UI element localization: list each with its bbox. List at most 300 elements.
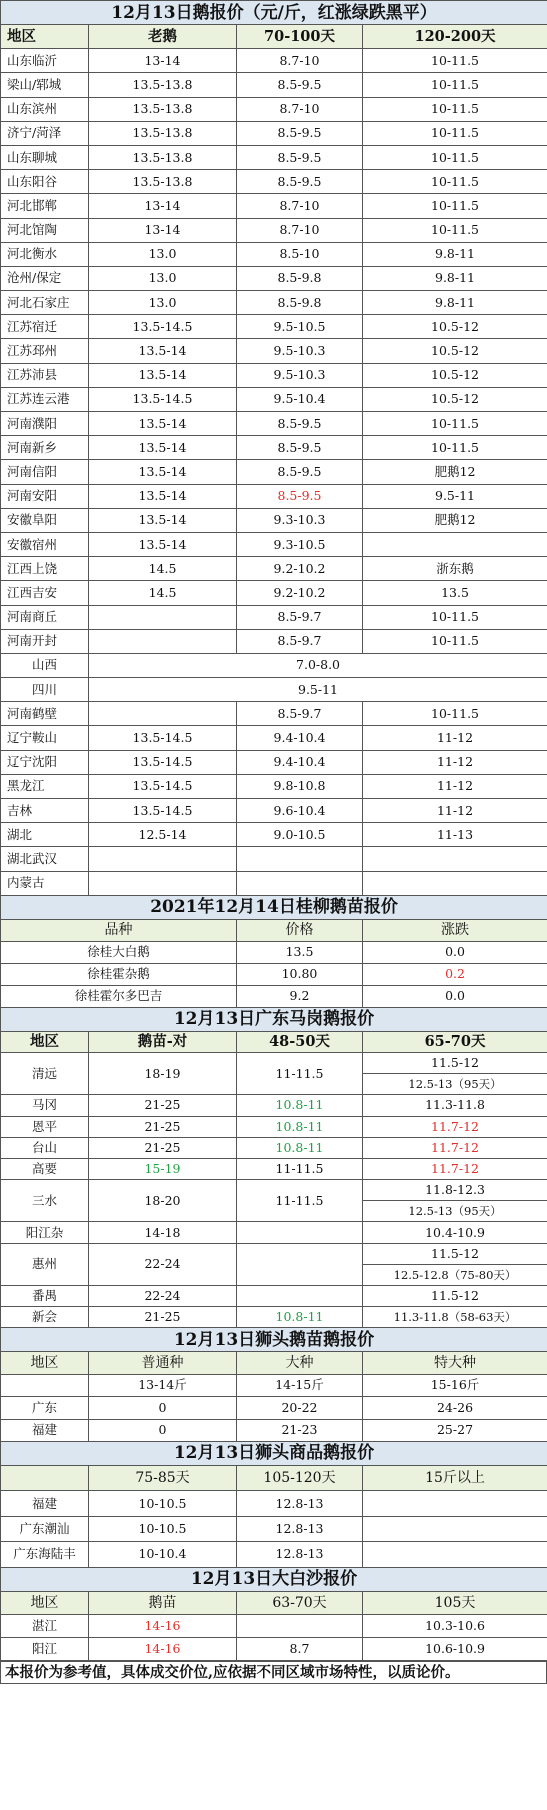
price-cell: 8.5-9.5 — [237, 436, 363, 460]
price-cell: 14-16 — [89, 1614, 237, 1637]
price-cell: 13.0 — [89, 242, 237, 266]
table-row — [1, 242, 547, 266]
price-cell: 9.4-10.4 — [237, 726, 363, 750]
price-cell: 肥鹅12 — [363, 508, 547, 532]
price-cell: 22-24 — [89, 1243, 237, 1285]
price-cell: 10-11.5 — [363, 121, 547, 145]
price-cell: 13.5-14.5 — [89, 726, 237, 750]
column-header: 105天 — [363, 1591, 547, 1614]
column-header: 63-70天 — [237, 1591, 363, 1614]
price-cell: 13.5-14 — [89, 339, 237, 363]
price-cell: 9.0-10.5 — [237, 823, 363, 847]
region-cell: 河北衡水 — [1, 242, 89, 266]
price-cell: 11.5-12 — [363, 1286, 547, 1307]
price-cell: 0 — [89, 1419, 237, 1441]
table-row — [1, 1052, 547, 1073]
price-cell: 13.5-13.8 — [89, 121, 237, 145]
price-cell: 25-27 — [363, 1419, 547, 1441]
table-row — [1, 919, 547, 941]
price-cell: 13.5-14 — [89, 412, 237, 436]
section-title: 12月13日广东马岗鹅报价 — [1, 1007, 547, 1031]
region-cell: 番禺 — [1, 1286, 89, 1307]
variety-cell: 徐桂大白鹅 — [1, 941, 237, 963]
price-cell: 10.8-11 — [237, 1095, 363, 1116]
table-row — [1, 121, 547, 145]
price-cell: 14-15斤 — [237, 1374, 363, 1396]
price-cell: 11-11.5 — [237, 1180, 363, 1222]
price-cell: 13.5 — [363, 581, 547, 605]
region-cell: 山东聊城 — [1, 145, 89, 169]
price-cell: 13.0 — [89, 291, 237, 315]
price-cell: 11-12 — [363, 799, 547, 823]
price-cell: 22-24 — [89, 1286, 237, 1307]
region-cell: 广东海陆丰 — [1, 1542, 89, 1567]
change-cell: 0.2 — [363, 963, 547, 985]
price-cell: 11.7-12 — [363, 1116, 547, 1137]
column-header: 48-50天 — [237, 1031, 363, 1052]
column-header: 特大种 — [363, 1352, 547, 1374]
price-cell: 21-25 — [89, 1307, 237, 1328]
price-cell: 13.5-14.5 — [89, 387, 237, 411]
price-cell — [363, 532, 547, 556]
price-cell: 10-11.5 — [363, 49, 547, 73]
region-cell: 辽宁鞍山 — [1, 726, 89, 750]
table-row — [1, 363, 547, 387]
price-cell: 13.5-14 — [89, 532, 237, 556]
price-cell: 10.3-10.6 — [363, 1614, 547, 1637]
region-cell: 湛江 — [1, 1614, 89, 1637]
table-row — [1, 218, 547, 242]
price-cell — [237, 1614, 363, 1637]
price-cell: 10.8-11 — [237, 1307, 363, 1328]
table-row — [1, 1567, 547, 1591]
section-title: 12月13日鹅报价（元/斤，红涨绿跌黑平） — [1, 1, 547, 25]
price-cell: 10.8-11 — [237, 1137, 363, 1158]
price-cell: 9.5-10.4 — [237, 387, 363, 411]
region-cell: 河南鹤壁 — [1, 702, 89, 726]
price-cell: 9.5-10.5 — [237, 315, 363, 339]
price-cell: 12.5-12.8（75-80天） — [363, 1264, 547, 1285]
price-cell: 9.3-10.5 — [237, 532, 363, 556]
price-cell: 20-22 — [237, 1397, 363, 1419]
price-cell — [363, 871, 547, 895]
price-cell — [363, 1542, 547, 1567]
column-header: 老鹅 — [89, 25, 237, 49]
table-row — [1, 145, 547, 169]
price-cell: 9.8-11 — [363, 291, 547, 315]
price-cell: 10-11.5 — [363, 702, 547, 726]
price-cell: 13.5-14 — [89, 508, 237, 532]
column-header: 15斤以上 — [363, 1465, 547, 1490]
table-row — [1, 985, 547, 1007]
price-cell: 13.5-13.8 — [89, 170, 237, 194]
price-cell: 11.7-12 — [363, 1158, 547, 1179]
table-row — [1, 871, 547, 895]
table-row — [1, 581, 547, 605]
table-row — [1, 1419, 547, 1441]
region-cell: 四川 — [1, 678, 89, 702]
price-cell: 10.80 — [237, 963, 363, 985]
price-cell: 24-26 — [363, 1397, 547, 1419]
price-cell: 13-14 — [89, 218, 237, 242]
region-cell: 河南濮阳 — [1, 412, 89, 436]
table-row — [1, 1, 547, 25]
price-cell: 13.0 — [89, 266, 237, 290]
table-row — [1, 1491, 547, 1516]
column-header: 75-85天 — [89, 1465, 237, 1490]
column-header: 大种 — [237, 1352, 363, 1374]
region-cell: 河北邯郸 — [1, 194, 89, 218]
region-cell: 福建 — [1, 1491, 89, 1516]
price-cell: 8.5-9.5 — [237, 73, 363, 97]
price-cell: 10-11.5 — [363, 605, 547, 629]
price-cell: 8.5-9.7 — [237, 629, 363, 653]
table-row — [1, 653, 547, 677]
price-cell: 8.5-9.5 — [237, 170, 363, 194]
table-row — [1, 895, 547, 919]
table-row — [1, 774, 547, 798]
price-cell: 13.5-14.5 — [89, 774, 237, 798]
region-cell: 梁山/郓城 — [1, 73, 89, 97]
table-row — [1, 532, 547, 556]
region-cell: 辽宁沈阳 — [1, 750, 89, 774]
price-cell: 14-16 — [89, 1638, 237, 1661]
region-cell: 广东潮汕 — [1, 1516, 89, 1541]
price-cell: 11-12 — [363, 726, 547, 750]
price-cell: 10.5-12 — [363, 363, 547, 387]
price-cell: 12.5-14 — [89, 823, 237, 847]
price-cell: 18-19 — [89, 1052, 237, 1094]
region-cell: 安徽阜阳 — [1, 508, 89, 532]
price-cell: 10-11.5 — [363, 412, 547, 436]
price-cell: 13.5-14 — [89, 460, 237, 484]
table-row — [1, 1614, 547, 1637]
price-cell — [89, 629, 237, 653]
region-cell: 内蒙古 — [1, 871, 89, 895]
region-cell: 江苏沛县 — [1, 363, 89, 387]
price-cell: 8.7-10 — [237, 194, 363, 218]
price-cell: 13.5-13.8 — [89, 73, 237, 97]
price-cell: 12.5-13（95天） — [363, 1201, 547, 1222]
table-row — [1, 1352, 547, 1374]
price-cell: 13.5-14 — [89, 436, 237, 460]
price-cell: 13.5-14.5 — [89, 315, 237, 339]
price-cell: 13-14 — [89, 194, 237, 218]
region-cell: 河南商丘 — [1, 605, 89, 629]
price-cell: 8.5-9.7 — [237, 605, 363, 629]
price-cell — [237, 847, 363, 871]
region-cell: 河南新乡 — [1, 436, 89, 460]
price-cell: 8.5-9.5 — [237, 145, 363, 169]
price-cell — [237, 1243, 363, 1285]
table-row — [1, 1222, 547, 1243]
column-header: 地区 — [1, 1591, 89, 1614]
table-row — [1, 97, 547, 121]
region-cell: 山东临沂 — [1, 49, 89, 73]
table-row — [1, 73, 547, 97]
price-cell — [363, 847, 547, 871]
price-cell: 12.5-13（95天） — [363, 1074, 547, 1095]
variety-cell: 徐桂霍杂鹅 — [1, 963, 237, 985]
region-cell: 江西上饶 — [1, 557, 89, 581]
price-cell: 11-12 — [363, 774, 547, 798]
table-row — [1, 1180, 547, 1201]
price-cell: 11.5-12 — [363, 1052, 547, 1073]
price-cell: 13.5-14.5 — [89, 799, 237, 823]
table-row — [1, 436, 547, 460]
price-cell: 9.5-10.3 — [237, 339, 363, 363]
price-cell: 10.5-12 — [363, 339, 547, 363]
column-header: 70-100天 — [237, 25, 363, 49]
price-cell: 8.5-9.5 — [237, 121, 363, 145]
table-row — [1, 387, 547, 411]
price-cell: 9.4-10.4 — [237, 750, 363, 774]
price-cell: 10-10.4 — [89, 1542, 237, 1567]
price-cell: 11.8-12.3 — [363, 1180, 547, 1201]
table-row — [1, 702, 547, 726]
region-cell: 江苏连云港 — [1, 387, 89, 411]
table-row — [1, 1542, 547, 1567]
price-cell: 21-25 — [89, 1137, 237, 1158]
price-cell — [363, 1491, 547, 1516]
region-cell: 济宁/菏泽 — [1, 121, 89, 145]
column-header: 120-200天 — [363, 25, 547, 49]
price-cell: 21-25 — [89, 1116, 237, 1137]
region-cell: 河南开封 — [1, 629, 89, 653]
price-cell: 8.5-9.8 — [237, 291, 363, 315]
price-cell: 11.3-11.8 — [363, 1095, 547, 1116]
table-row — [1, 1397, 547, 1419]
region-cell: 河南安阳 — [1, 484, 89, 508]
column-header: 地区 — [1, 1352, 89, 1374]
price-cell: 8.7-10 — [237, 49, 363, 73]
column-header: 105-120天 — [237, 1465, 363, 1490]
table-row — [1, 726, 547, 750]
column-header: 鹅苗 — [89, 1591, 237, 1614]
region-cell: 山东阳谷 — [1, 170, 89, 194]
table-row — [1, 1158, 547, 1179]
table-row — [1, 847, 547, 871]
table-row — [1, 1374, 547, 1396]
table-row — [1, 1095, 547, 1116]
footer-note: 本报价为参考值，具体成交价位,应依据不同区域市场特性，以质论价。 — [0, 1661, 547, 1684]
table-row — [1, 339, 547, 363]
price-cell: 10-11.5 — [363, 218, 547, 242]
region-cell: 安徽宿州 — [1, 532, 89, 556]
table-row — [1, 799, 547, 823]
price-cell: 10-11.5 — [363, 194, 547, 218]
table-row — [1, 605, 547, 629]
section-title: 12月13日大白沙报价 — [1, 1567, 547, 1591]
table-row — [1, 170, 547, 194]
table-row — [1, 1307, 547, 1328]
region-cell: 惠州 — [1, 1243, 89, 1285]
price-cell: 10-11.5 — [363, 145, 547, 169]
price-cell — [89, 847, 237, 871]
price-cell — [237, 1222, 363, 1243]
region-cell: 江苏邳州 — [1, 339, 89, 363]
price-cell: 15-19 — [89, 1158, 237, 1179]
price-cell: 12.8-13 — [237, 1516, 363, 1541]
price-cell: 9.5-11 — [363, 484, 547, 508]
region-cell: 湖北 — [1, 823, 89, 847]
price-cell: 9.2-10.2 — [237, 581, 363, 605]
price-cell: 9.2-10.2 — [237, 557, 363, 581]
price-cell: 13-14 — [89, 49, 237, 73]
table-row — [1, 25, 547, 49]
price-cell: 18-20 — [89, 1180, 237, 1222]
column-header: 鹅苗-对 — [89, 1031, 237, 1052]
region-cell: 阳江杂 — [1, 1222, 89, 1243]
price-cell: 13.5-13.8 — [89, 145, 237, 169]
price-cell: 13.5-14.5 — [89, 750, 237, 774]
price-cell: 12.8-13 — [237, 1542, 363, 1567]
price-cell: 13.5-13.8 — [89, 97, 237, 121]
region-cell: 河北石家庄 — [1, 291, 89, 315]
table-row — [1, 460, 547, 484]
price-cell: 9.6-10.4 — [237, 799, 363, 823]
price-cell — [89, 605, 237, 629]
region-cell: 三水 — [1, 1180, 89, 1222]
price-cell: 11-13 — [363, 823, 547, 847]
price-cell: 8.5-9.5 — [237, 460, 363, 484]
price-cell: 13.5-14 — [89, 363, 237, 387]
price-cell: 10-10.5 — [89, 1516, 237, 1541]
price-cell: 11-12 — [363, 750, 547, 774]
price-cell: 8.7-10 — [237, 218, 363, 242]
price-cell — [89, 702, 237, 726]
region-cell: 恩平 — [1, 1116, 89, 1137]
table-row — [1, 1243, 547, 1264]
price-cell: 10-11.5 — [363, 97, 547, 121]
column-header: 品种 — [1, 919, 237, 941]
price-cell: 肥鹅12 — [363, 460, 547, 484]
table-row — [1, 823, 547, 847]
price-cell: 8.7-10 — [237, 97, 363, 121]
table-row — [1, 678, 547, 702]
table-row — [1, 1516, 547, 1541]
table-row — [1, 557, 547, 581]
region-cell: 河北馆陶 — [1, 218, 89, 242]
section-title: 12月13日狮头商品鹅报价 — [1, 1441, 547, 1465]
price-cell: 13.5 — [237, 941, 363, 963]
price-cell — [237, 1286, 363, 1307]
price-cell: 8.7 — [237, 1638, 363, 1661]
price-cell: 8.5-9.7 — [237, 702, 363, 726]
price-cell: 10.4-10.9 — [363, 1222, 547, 1243]
column-header: 涨跌 — [363, 919, 547, 941]
price-cell: 9.5-11 — [89, 678, 547, 702]
price-cell: 21-23 — [237, 1419, 363, 1441]
price-cell — [237, 871, 363, 895]
table-row — [1, 1137, 547, 1158]
price-cell: 10-11.5 — [363, 170, 547, 194]
region-cell: 湖北武汉 — [1, 847, 89, 871]
price-cell: 9.8-11 — [363, 266, 547, 290]
column-header: 价格 — [237, 919, 363, 941]
table-row — [1, 963, 547, 985]
price-cell: 8.5-9.8 — [237, 266, 363, 290]
price-cell: 8.5-9.5 — [237, 484, 363, 508]
region-cell: 江西吉安 — [1, 581, 89, 605]
column-header: 65-70天 — [363, 1031, 547, 1052]
price-cell: 11-11.5 — [237, 1052, 363, 1094]
column-header: 地区 — [1, 25, 89, 49]
table-row — [1, 750, 547, 774]
table-row — [1, 941, 547, 963]
region-cell: 江苏宿迁 — [1, 315, 89, 339]
variety-cell: 徐桂霍尔多巴吉 — [1, 985, 237, 1007]
price-cell: 10.6-10.9 — [363, 1638, 547, 1661]
price-cell: 9.8-11 — [363, 242, 547, 266]
region-cell: 山西 — [1, 653, 89, 677]
price-cell: 13-14斤 — [89, 1374, 237, 1396]
region-cell: 广东 — [1, 1397, 89, 1419]
price-cell: 9.8-10.8 — [237, 774, 363, 798]
column-header — [1, 1465, 89, 1490]
price-cell: 10.5-12 — [363, 387, 547, 411]
region-cell: 马冈 — [1, 1095, 89, 1116]
price-cell: 10.8-11 — [237, 1116, 363, 1137]
table-row — [1, 412, 547, 436]
price-cell: 11.7-12 — [363, 1137, 547, 1158]
region-cell: 河南信阳 — [1, 460, 89, 484]
region-cell: 沧州/保定 — [1, 266, 89, 290]
change-cell: 0.0 — [363, 985, 547, 1007]
region-cell: 福建 — [1, 1419, 89, 1441]
table-row — [1, 291, 547, 315]
table-row — [1, 49, 547, 73]
price-cell: 14.5 — [89, 557, 237, 581]
price-cell: 21-25 — [89, 1095, 237, 1116]
price-cell: 8.5-10 — [237, 242, 363, 266]
table-row — [1, 1031, 547, 1052]
table-row — [1, 508, 547, 532]
price-cell: 10-11.5 — [363, 73, 547, 97]
price-cell: 8.5-9.5 — [237, 412, 363, 436]
price-cell: 11.3-11.8（58-63天） — [363, 1307, 547, 1328]
region-cell: 清远 — [1, 1052, 89, 1094]
region-cell: 吉林 — [1, 799, 89, 823]
price-cell: 7.0-8.0 — [89, 653, 547, 677]
table-row — [1, 1007, 547, 1031]
price-cell: 0 — [89, 1397, 237, 1419]
table-row — [1, 266, 547, 290]
price-cell: 10-10.5 — [89, 1491, 237, 1516]
region-cell: 新会 — [1, 1307, 89, 1328]
price-cell: 15-16斤 — [363, 1374, 547, 1396]
price-cell: 14-18 — [89, 1222, 237, 1243]
table-row — [1, 1591, 547, 1614]
table-row — [1, 1441, 547, 1465]
region-cell: 黑龙江 — [1, 774, 89, 798]
price-cell: 11-11.5 — [237, 1158, 363, 1179]
price-cell: 浙东鹅 — [363, 557, 547, 581]
table-row — [1, 194, 547, 218]
section-title: 12月13日狮头鹅苗鹅报价 — [1, 1328, 547, 1352]
region-cell: 山东滨州 — [1, 97, 89, 121]
price-cell: 10-11.5 — [363, 436, 547, 460]
price-cell — [89, 871, 237, 895]
column-header: 普通种 — [89, 1352, 237, 1374]
price-cell: 9.3-10.3 — [237, 508, 363, 532]
price-cell: 12.8-13 — [237, 1491, 363, 1516]
region-cell: 阳江 — [1, 1638, 89, 1661]
price-cell: 9.2 — [237, 985, 363, 1007]
price-cell: 14.5 — [89, 581, 237, 605]
table-row — [1, 1465, 547, 1490]
price-cell — [363, 1516, 547, 1541]
